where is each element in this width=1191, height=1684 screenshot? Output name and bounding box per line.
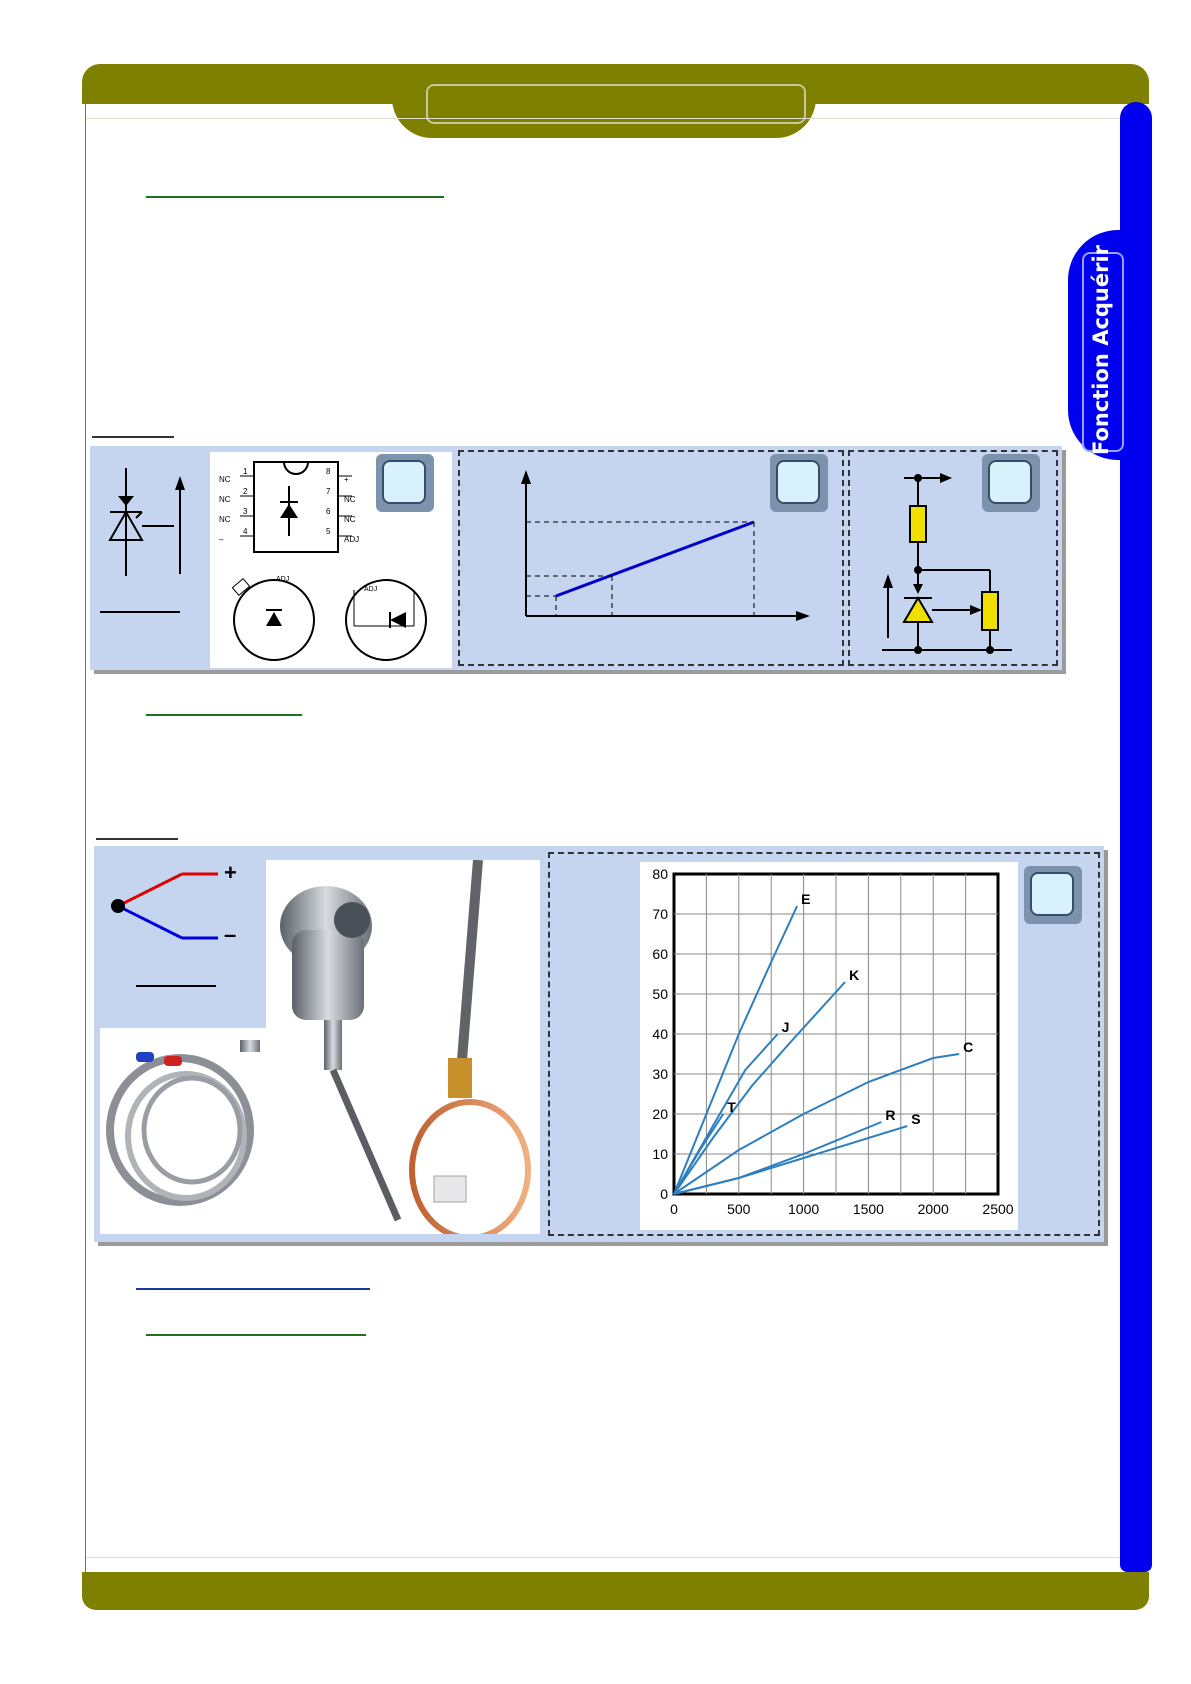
- y-tick-label: 10: [652, 1146, 668, 1162]
- pin-label: NC: [219, 515, 231, 524]
- chart-x-ticks: [670, 1201, 1014, 1217]
- x-tick-label: 0: [670, 1201, 678, 1217]
- thermocouple-emf-chart: [640, 862, 1018, 1230]
- pin-label: +: [344, 475, 349, 484]
- series-label-s: S: [911, 1111, 921, 1127]
- thermocouple-minus: –: [224, 922, 237, 947]
- y-tick-label: 50: [652, 986, 668, 1002]
- x-tick-label: 2000: [917, 1201, 949, 1217]
- series-label-e: E: [801, 891, 811, 907]
- pinout-right-labels: [344, 470, 359, 550]
- y-tick-label: 30: [652, 1066, 668, 1082]
- page-footer-bar: [82, 1572, 1149, 1610]
- section-heading-underline-1: [146, 196, 444, 198]
- pin-label: NC: [344, 495, 356, 504]
- thermocouple-photos: [100, 860, 540, 1234]
- pinout-left-numbers: [243, 462, 247, 542]
- y-tick-label: 80: [652, 866, 668, 882]
- pin-label: ADJ: [344, 535, 360, 544]
- section-heading-underline-4: [146, 1334, 366, 1336]
- y-tick-label: 60: [652, 946, 668, 962]
- page-bottom-rule: [86, 1557, 1126, 1558]
- note-box-icon: [1024, 866, 1082, 924]
- x-tick-label: 2500: [982, 1201, 1014, 1217]
- chart-y-ticks: [652, 866, 668, 1202]
- series-label-k: K: [849, 967, 860, 983]
- pin-number: 4: [243, 527, 248, 536]
- thermocouple-plus: +: [224, 860, 237, 885]
- pin-label: NC: [219, 495, 231, 504]
- x-tick-label: 1000: [788, 1201, 820, 1217]
- pin-number: 3: [243, 507, 248, 516]
- series-label-r: R: [885, 1107, 896, 1123]
- page-top-rule: [86, 118, 1126, 119]
- pinout-left-labels: [219, 470, 231, 550]
- example-underline-2: [96, 838, 178, 840]
- pin-label: NC: [219, 475, 231, 484]
- note-box-icon: [982, 454, 1040, 512]
- x-tick-label: 500: [727, 1201, 751, 1217]
- page-left-rule: [85, 104, 86, 1574]
- pinout-adj-label: ADJ: [276, 576, 290, 583]
- y-tick-label: 70: [652, 906, 668, 922]
- pin-number: 2: [243, 487, 248, 496]
- series-label-c: C: [963, 1039, 974, 1055]
- zener-sensor-symbol: [96, 456, 206, 626]
- pin-number: 5: [326, 527, 331, 536]
- pin-label: NC: [344, 515, 356, 524]
- series-label-j: J: [781, 1019, 790, 1035]
- pin-number: 1: [243, 467, 248, 476]
- note-box-icon: [376, 454, 434, 512]
- x-tick-label: 1500: [852, 1201, 884, 1217]
- y-tick-label: 40: [652, 1026, 668, 1042]
- pin-number: 6: [326, 507, 331, 516]
- pin-number: 7: [326, 487, 331, 496]
- pin-label: –: [219, 535, 224, 544]
- note-box-icon: [770, 454, 828, 512]
- y-tick-label: 20: [652, 1106, 668, 1122]
- example-underline-1: [92, 436, 174, 438]
- series-label-t: T: [727, 1099, 736, 1115]
- pin-number: 8: [326, 467, 331, 476]
- side-tab-label: Fonction Acquérir: [1089, 244, 1113, 456]
- pinout-right-numbers: [326, 462, 330, 542]
- y-tick-label: 0: [660, 1186, 668, 1202]
- section-heading-underline-2: [146, 714, 302, 716]
- pinout-adj-label-2: ADJ: [364, 586, 378, 593]
- section-heading-underline-3: [136, 1288, 370, 1290]
